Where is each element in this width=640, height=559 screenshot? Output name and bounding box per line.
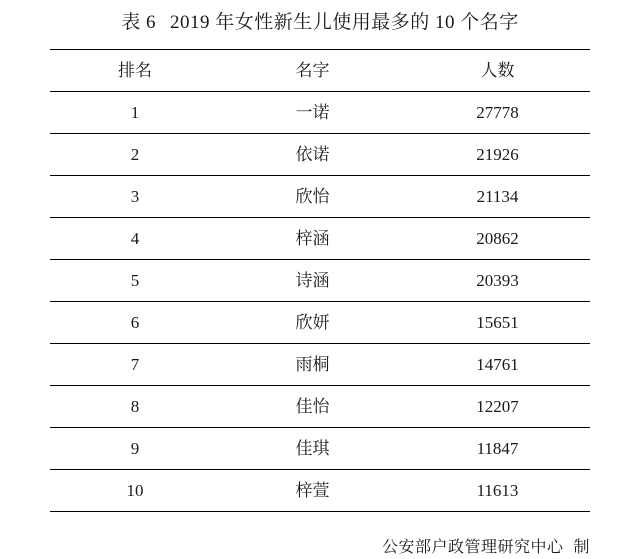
cell-name: 欣怡 <box>220 175 405 217</box>
cell-name: 欣妍 <box>220 301 405 343</box>
cell-count: 21926 <box>405 133 590 175</box>
cell-rank: 7 <box>50 343 220 385</box>
table-row <box>50 175 590 217</box>
cell-name: 雨桐 <box>220 343 405 385</box>
table-source <box>50 512 590 557</box>
cell-rank: 5 <box>50 259 220 301</box>
cell-count: 12207 <box>405 385 590 427</box>
cell-rank: 1 <box>50 91 220 133</box>
table-header <box>50 49 590 91</box>
cell-rank: 8 <box>50 385 220 427</box>
cell-count: 11847 <box>405 427 590 469</box>
table-row <box>50 217 590 259</box>
cell-rank: 9 <box>50 427 220 469</box>
cell-name: 佳琪 <box>220 427 405 469</box>
cell-name: 一诺 <box>220 91 405 133</box>
cell-name: 诗涵 <box>220 259 405 301</box>
source-organization: 公安部户政管理研究中心 <box>381 538 564 556</box>
table-row <box>50 427 590 469</box>
table-body <box>50 91 590 511</box>
cell-count: 21134 <box>405 175 590 217</box>
cell-count: 11613 <box>405 469 590 511</box>
cell-name: 梓萱 <box>220 469 405 511</box>
column-header-rank: 排名 <box>50 49 220 91</box>
table-row <box>50 343 590 385</box>
column-header-count: 人数 <box>405 49 590 91</box>
cell-count: 27778 <box>405 91 590 133</box>
source-suffix: 制 <box>573 538 590 556</box>
cell-count: 20393 <box>405 259 590 301</box>
cell-count: 15651 <box>405 301 590 343</box>
cell-name: 佳怡 <box>220 385 405 427</box>
table-title-text: 2019 年女性新生儿使用最多的 10 个名字 <box>170 12 519 33</box>
cell-rank: 6 <box>50 301 220 343</box>
table-row <box>50 91 590 133</box>
cell-rank: 10 <box>50 469 220 511</box>
table-row <box>50 301 590 343</box>
table-title-label: 表 6 <box>121 12 156 33</box>
names-table <box>50 49 590 512</box>
table-header-row <box>50 49 590 91</box>
table-row <box>50 133 590 175</box>
column-header-name: 名字 <box>220 49 405 91</box>
table-row <box>50 259 590 301</box>
cell-rank: 3 <box>50 175 220 217</box>
table-title <box>0 0 640 49</box>
cell-count: 20862 <box>405 217 590 259</box>
cell-count: 14761 <box>405 343 590 385</box>
table-row <box>50 469 590 511</box>
cell-rank: 2 <box>50 133 220 175</box>
cell-rank: 4 <box>50 217 220 259</box>
cell-name: 梓涵 <box>220 217 405 259</box>
table-row <box>50 385 590 427</box>
cell-name: 依诺 <box>220 133 405 175</box>
